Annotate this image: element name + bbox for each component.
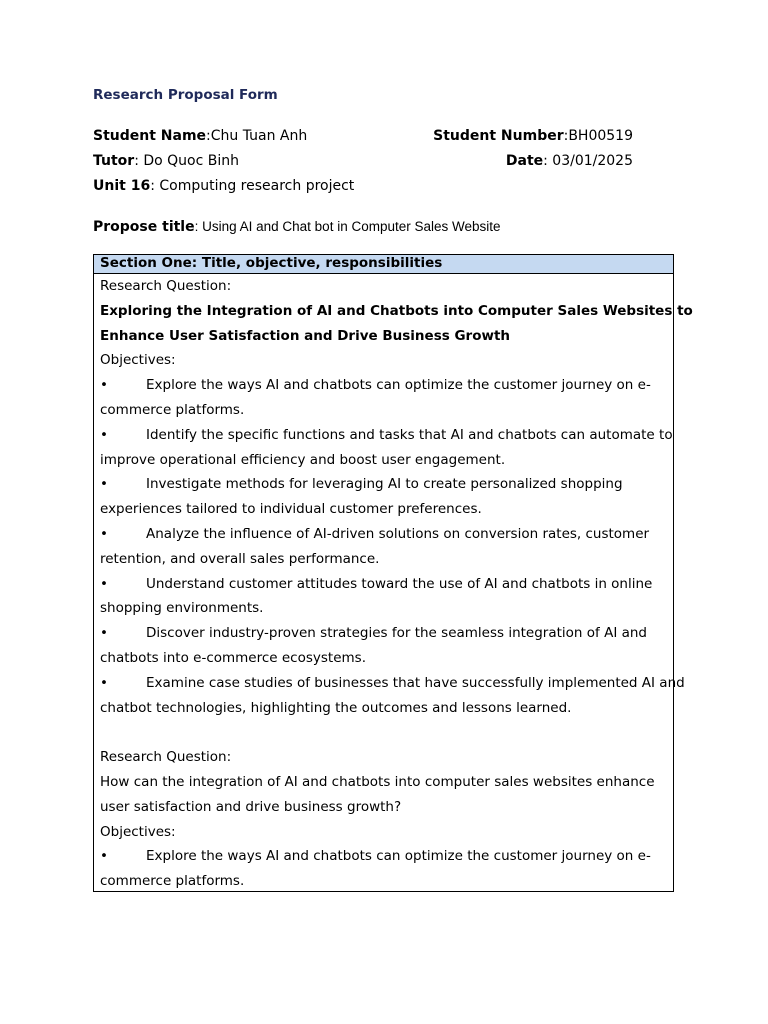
objective-text: Analyze the influence of AI-driven solutions on conversion rates, customer: [146, 525, 650, 542]
tutor-field: [93, 153, 239, 169]
bullet-icon: •: [100, 426, 108, 443]
list-item: [100, 671, 685, 721]
objective-text: improve operational efficiency and boost user engagement.: [100, 451, 506, 468]
objective-text: Explore the ways AI and chatbots can optimize the customer journey on e-: [146, 377, 651, 394]
objective-text: Examine case studies of businesses that have successfully implemented AI and: [146, 674, 685, 691]
bullet-icon: •: [100, 575, 108, 592]
objective-text: Explore the ways AI and chatbots can optimize the customer journey on e-: [146, 848, 651, 865]
bullet-icon: •: [100, 674, 108, 691]
objectives-label: Objectives:: [100, 352, 176, 369]
unit-label: Unit 16: [93, 178, 151, 194]
objective-text: Investigate methods for leveraging AI to create personalized shopping: [146, 476, 623, 493]
bullet-icon: •: [100, 525, 108, 542]
objective-text: retention, and overall sales performance.: [100, 550, 380, 567]
tutor-value: : Do Quoc Binh: [134, 153, 240, 169]
bullet-icon: •: [100, 377, 108, 394]
research-question-text: user satisfaction and drive business growth?: [100, 798, 402, 815]
student-number-field: [433, 128, 633, 144]
list-item: [100, 472, 665, 522]
list-item: [100, 373, 665, 423]
list-item: [100, 572, 665, 622]
section-one-table: [93, 254, 693, 892]
propose-title-field: [93, 219, 501, 235]
unit-field: [93, 178, 354, 194]
bullet-icon: •: [100, 848, 108, 865]
objective-text: experiences tailored to individual customer preferences.: [100, 501, 482, 518]
student-name-value: :Chu Tuan Anh: [206, 128, 308, 144]
objective-text: commerce platforms.: [100, 873, 245, 890]
list-item: [100, 621, 665, 671]
section-header: Section One: Title, objective, responsibilities: [94, 255, 673, 274]
bullet-icon: •: [100, 476, 108, 493]
list-item: [100, 423, 673, 473]
student-number-label: Student Number: [433, 128, 564, 144]
list-item: [100, 522, 665, 572]
form-title: Research Proposal Form: [93, 87, 278, 103]
objective-text: chatbots into e-commerce ecosystems.: [100, 649, 366, 666]
bullet-icon: •: [100, 625, 108, 642]
objective-text: Discover industry-proven strategies for the seamless integration of AI and: [146, 625, 647, 642]
objective-text: commerce platforms.: [100, 401, 245, 418]
student-name-field: [93, 128, 307, 144]
student-name-label: Student Name: [93, 128, 207, 144]
objective-text: Identify the specific functions and tasks that AI and chatbots can automate to: [146, 426, 673, 443]
objective-text: Understand customer attitudes toward the use of AI and chatbots in online: [146, 575, 653, 592]
objectives-label: Objectives:: [100, 823, 176, 840]
tutor-label: Tutor: [93, 153, 135, 169]
propose-title-value: : Using AI and Chat bot in Computer Sales Website: [194, 219, 501, 234]
unit-value: : Computing research project: [150, 178, 355, 194]
date-value: : 03/01/2025: [543, 153, 633, 169]
research-question-title-line: Exploring the Integration of AI and Chatbots into Computer Sales Websites to: [100, 302, 693, 319]
objective-text: chatbot technologies, highlighting the outcomes and lessons learned.: [100, 699, 572, 716]
research-question-label: Research Question:: [100, 278, 232, 294]
blank-line: [100, 720, 665, 745]
objectives-list: [100, 373, 685, 720]
research-question-text: How can the integration of AI and chatbots into computer sales websites enhance: [100, 773, 655, 790]
section-body: [94, 274, 693, 894]
research-question-title-line: Enhance User Satisfaction and Drive Business Growth: [100, 327, 511, 344]
student-number-value: :BH00519: [563, 128, 633, 144]
date-field: [506, 153, 633, 169]
list-item: [100, 844, 665, 894]
research-question-label: Research Question:: [100, 749, 232, 766]
date-label: Date: [505, 153, 544, 169]
propose-title-label: Propose title: [93, 219, 195, 235]
objective-text: shopping environments.: [100, 600, 264, 617]
